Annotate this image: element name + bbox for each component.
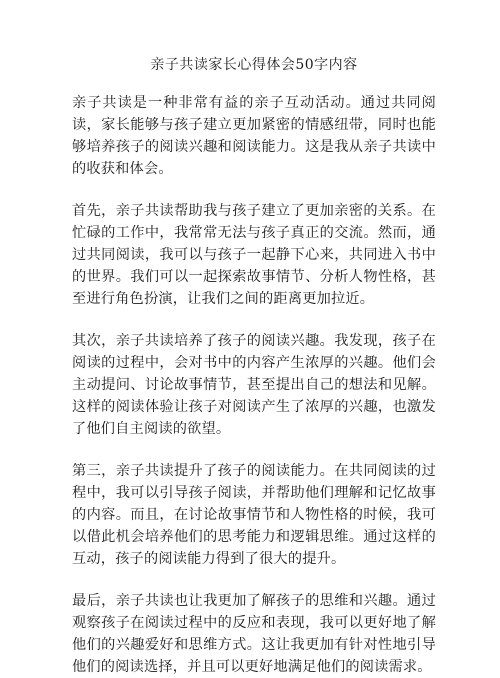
paragraph-intro: 亲子共读是一种非常有益的亲子互动活动。通过共同阅读，家长能够与孩子建立更加紧密的情感纽带，同时也能够培养孩子的阅读兴趣和阅读能力。这是我从亲子共读中的收获和体会。 (72, 95, 436, 177)
paragraph-first: 首先，亲子共读帮助我与孩子建立了更加亲密的关系。在忙碌的工作中，我常常无法与孩子真正的交流。然而，通过共同阅读，我可以与孩子一起静下心来，共同进入书中的世界。我们可以一起探索故事情节、分析人物性格，甚至进行角色扮演，让我们之间的距离更加拉近。 (72, 203, 436, 307)
document-title: 亲子共读家长心得体会50字内容 (150, 57, 358, 73)
paragraph-last: 最后，亲子共读也让我更加了解孩子的思维和兴趣。通过观察孩子在阅读过程中的反应和表现，我可以更好地了解他们的兴趣爱好和思维方式。这让我更加有针对性地引导他们的阅读选择，并且可以更好地满足他们的阅读需求。 (72, 593, 436, 675)
paragraph-second: 其次，亲子共读培养了孩子的阅读兴趣。我发现，孩子在阅读的过程中，会对书中的内容产生浓厚的兴趣。他们会主动提问、讨论故事情节，甚至提出自己的想法和见解。这样的阅读体验让孩子对阅读产生了浓厚的兴趣，也激发了他们自主阅读的欲望。 (72, 333, 436, 437)
paragraph-third: 第三，亲子共读提升了孩子的阅读能力。在共同阅读的过程中，我可以引导孩子阅读，并帮助他们理解和记忆故事的内容。而且，在讨论故事情节和人物性格的时候，我可以借此机会培养他们的思考能力和逻辑思维。通过这样的互动，孩子的阅读能力得到了很大的提升。 (72, 463, 436, 567)
